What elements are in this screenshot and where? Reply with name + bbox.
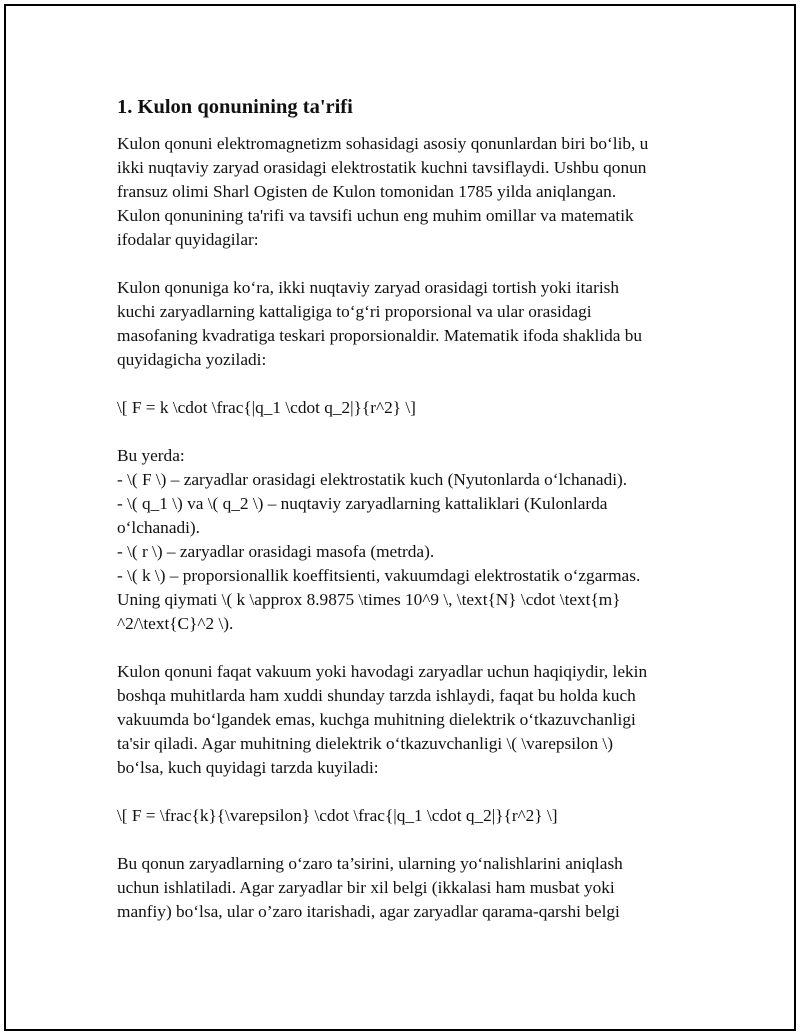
paragraph-variables: Bu yerda: - \( F \) – zaryadlar orasidagi elektrostatik kuch (Nyutonlarda o‘lchanadi). - \( q_1 \) va \( q_2 \) – nuqtaviy zaryadlarning kattaliklari (Kulonlarda o‘lchanadi). - \( r \) – zaryadlar orasidagi masofa (metrda). - \( k \) – proporsionallik koeffitsienti, vakuumdagi elektrostatik o‘zgarmas. Uning qiymati \( k \approx 8.9875 \times 10^9 \, \text{N} \cdot \text{m} ^2/\text{C}^2 \). (117, 446, 641, 633)
formula-coulomb: \[ F = k \cdot \frac{|q_1 \cdot q_2|}{r^2} \] (117, 398, 416, 417)
paragraph-intro: Kulon qonuni elektromagnetizm sohasidagi asosiy qonunlardan biri bo‘lib, u ikki nuqtaviy zaryad orasidagi elektrostatik kuchni tavsiflaydi. Ushbu qonun fransuz olimi Sharl Ogisten de Kulon tomonidan 1785 yilda aniqlangan. Kulon qonunining ta'rifi va tavsifi uchun eng muhim omillar va matematik ifodalar quyidagilar: (117, 134, 649, 249)
formula-coulomb-medium: \[ F = \frac{k}{\varepsilon} \cdot \frac{|q_1 \cdot q_2|}{r^2} \] (117, 806, 558, 825)
section-heading: 1. Kulon qonunining ta'rifi (117, 96, 353, 118)
paragraph-definition: Kulon qonuniga ko‘ra, ikki nuqtaviy zaryad orasidagi tortish yoki itarish kuchi zaryadlarning kattaligiga to‘g‘ri proporsional va ular orasidagi masofaning kvadratiga teskari proporsionaldir. Matematik ifoda shaklida bu quyidagicha yoziladi: (117, 278, 643, 369)
document-body (117, 92, 697, 948)
paragraph-interaction: Bu qonun zaryadlarning o‘zaro ta’sirini, ularning yo‘nalishlarini aniqlash uchun ishlatiladi. Agar zaryadlar bir xil belgi (ikkalasi ham musbat yoki manfiy) bo‘lsa, ular o’zaro itarishadi, agar zaryadlar qarama-qarshi belgi (117, 854, 623, 921)
paragraph-medium: Kulon qonuni faqat vakuum yoki havodagi zaryadlar uchun haqiqiydir, lekin boshqa muhitlarda ham xuddi shunday tarzda ishlaydi, faqat bu holda kuch vakuumda bo‘lgandek emas, kuchga muhitning dielektrik o‘tkazuvchanligi ta'sir qiladi. Agar muhitning dielektrik o‘tkazuvchanligi \( \varepsilon \) bo‘lsa, kuch quyidagi tarzda kuyiladi: (117, 662, 648, 777)
